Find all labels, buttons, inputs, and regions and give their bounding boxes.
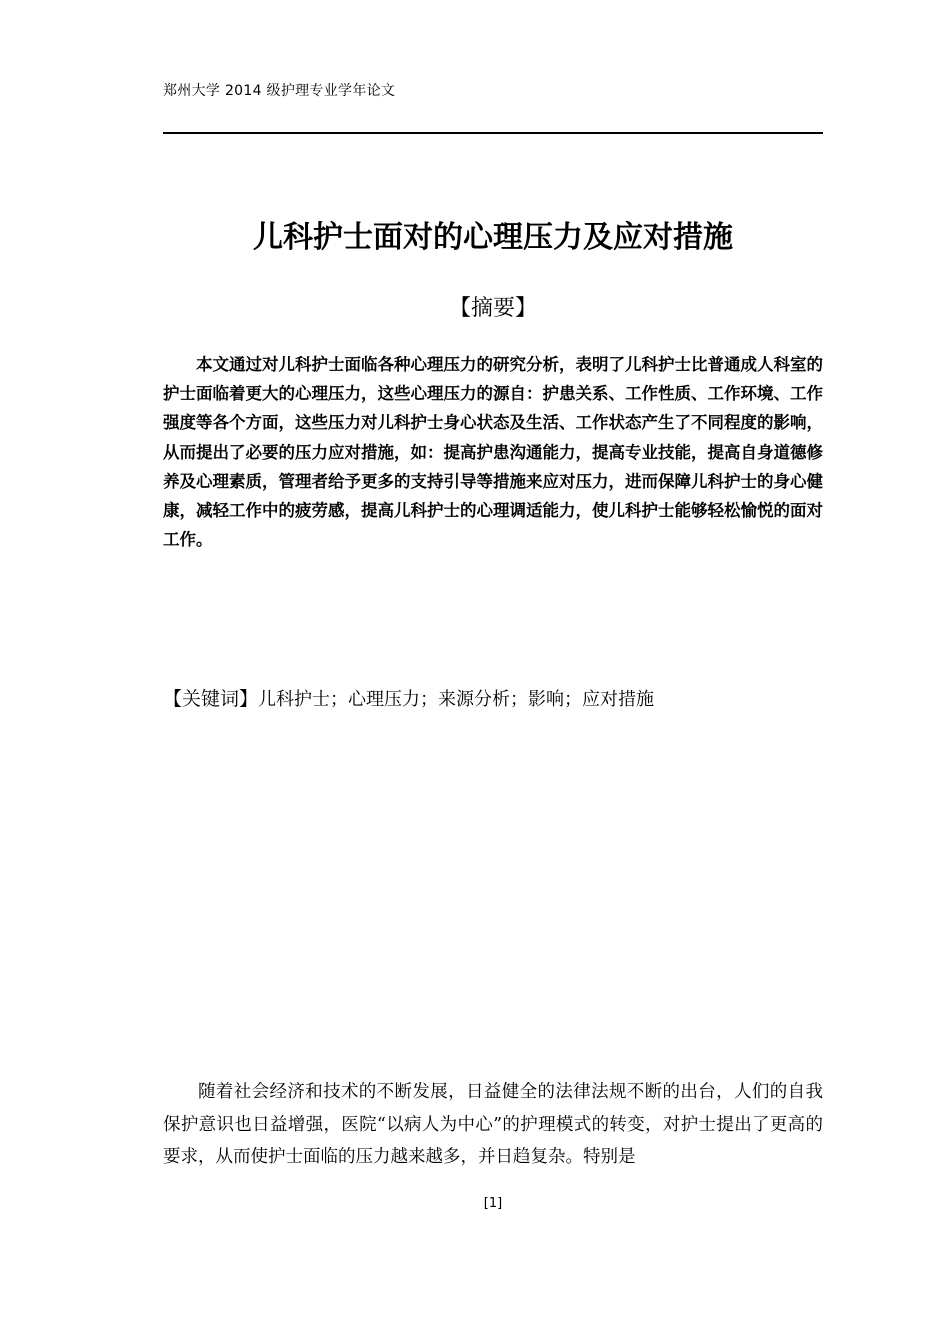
keywords-label: 【关键词】 — [163, 688, 259, 710]
page-number: [1] — [483, 1196, 503, 1211]
header-divider — [163, 132, 823, 134]
abstract-text: 本文通过对儿科护士面临各种心理压力的研究分析，表明了儿科护士比普通成人科室的护士面临着更大的心理压力，这些心理压力的源自：护患关系、工作性质、工作环境、工作强度等各个方面，这些压力对儿科护士身心状态及生活、工作状态产生了不同程度的影响，从而提出了必要的压力应对措施，如：提高护患沟通能力，提高专业技能，提高自身道德修养及心理素质，管理者给予更多的支持引导等措施来应对压力，进而保障儿科护士的身心健康，减轻工作中的疲劳感，提高儿科护士的心理调适能力，使儿科护士能够轻松愉悦的面对工作。 — [163, 355, 823, 550]
abstract-heading: 【摘要】 — [448, 296, 537, 321]
keywords-line — [163, 684, 823, 715]
running-header: 郑州大学 2014 级护理专业学年论文 — [163, 83, 396, 99]
body-paragraph: 随着社会经济和技术的不断发展，日益健全的法律法规不断的出台，人们的自我保护意识也日益增强，医院“以病人为中心”的护理模式的转变，对护士提出了更高的要求，从而使护士面临的压力越来越多，并日趋复杂。特别是 — [163, 1082, 823, 1167]
keywords-value: 儿科护士；心理压力；来源分析；影响；应对措施 — [258, 689, 655, 710]
document-title: 儿科护士面对的心理压力及应对措施 — [253, 220, 733, 255]
